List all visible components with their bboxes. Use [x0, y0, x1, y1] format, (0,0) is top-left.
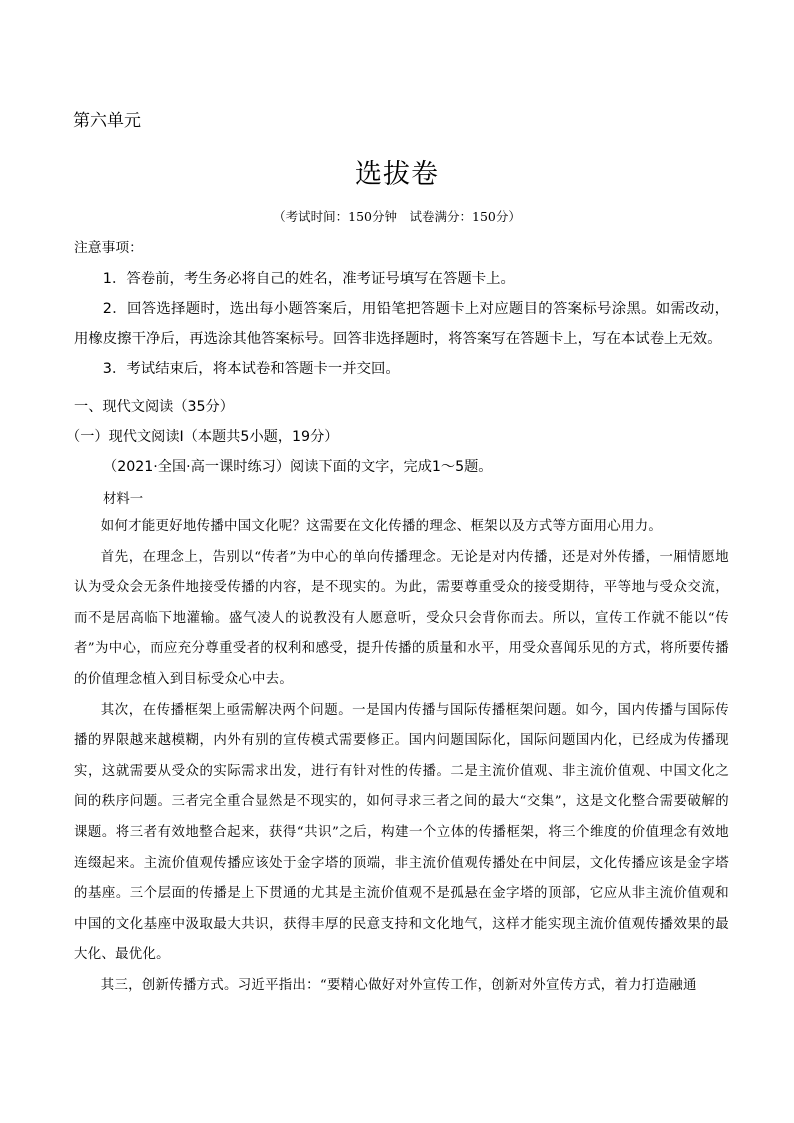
material-paragraph: 如何才能更好地传播中国文化呢？这需要在文化传播的理念、框架以及方式等方面用心用力。: [100, 519, 663, 534]
material-paragraph: 其次，在传播框架上亟需解决两个问题。一是国内传播与国际传播框架问题。如今，国内传播与国际传播的界限越来越模糊，内外有别的宣传模式需要修正。国内问题国际化，国际问题国内化，已经成为传播现实，这就需要从受众的实际需求出发，进行有针对性的传播。二是主流价值观、非主流价值观、中国文化之间的秩序问题。三者完全重合显然是不现实的，如何寻求三者之间的最大“交集”，这是文化整合需要破解的课题。将三者有效地整合起来，获得“共识”之后，构建一个立体的传播框架，将三个维度的价值理念有效地连缀起来。主流价值观传播应该处于金字塔的顶端，非主流价值观传播处在中间层，文化传播应该是金字塔的基座。三个层面的传播是上下贯通的尤其是主流价值观不是孤悬在金字塔的顶部，它应从非主流价值观和中国的文化基座中汲取最大共识，获得丰厚的民意支持和文化地气，这样才能实现主流价值观传播效果的最大化、最优化。: [74, 702, 729, 963]
exam-info: （考试时间：150分钟 试卷满分：150分）: [273, 209, 521, 224]
notice-item-2: 2．回答选择题时，选出每小题答案后，用铅笔把答题卡上对应题目的答案标号涂黑。如需改动，用橡皮擦干净后，再选涂其他答案标号。回答非选择题时，将答案写在答题卡上，写在本试卷上无效。: [74, 301, 729, 347]
notice-item-1: 1．答卷前，考生务必将自己的姓名，准考证号填写在答题卡上。: [102, 271, 515, 287]
reading-instruction: （2021·全国·高一课时练习）阅读下面的文字，完成1～5题。: [103, 459, 493, 475]
unit-title: 第六单元: [73, 111, 141, 131]
material-paragraph: 首先，在理念上，告别以“传者”为中心的单向传播理念。无论是对内传播，还是对外传播，一厢情愿地认为受众会无条件地接受传播的内容，是不现实的。为此，需要尊重受众的接受期待，平等地与受众交流，而不是居高临下地灌输。盛气凌人的说教没有人愿意听，受众只会背你而去。所以，宣传工作就不能以“传者”为中心，而应充分尊重受者的权利和感受，提升传播的质量和水平，用受众喜闻乐见的方式，将所要传播的价值理念植入到目标受众心中去。: [74, 549, 729, 687]
material-paragraph: 其三，创新传播方式。习近平指出：“要精心做好对外宣传工作，创新对外宣传方式，着力打造融通: [100, 977, 697, 993]
material-label: 材料一: [103, 492, 144, 507]
section-heading: 一、现代文阅读（35分）: [74, 399, 234, 415]
notice-heading: 注意事项：: [74, 240, 143, 256]
page-title: 选拔卷: [355, 159, 439, 190]
sub-section-heading: （一）现代文阅读Ⅰ（本题共5小题，19分）: [66, 429, 339, 445]
notice-list: [74, 264, 729, 384]
material-text: [74, 512, 729, 1002]
notice-item-3: 3．考试结束后，将本试卷和答题卡一并交回。: [102, 361, 400, 377]
